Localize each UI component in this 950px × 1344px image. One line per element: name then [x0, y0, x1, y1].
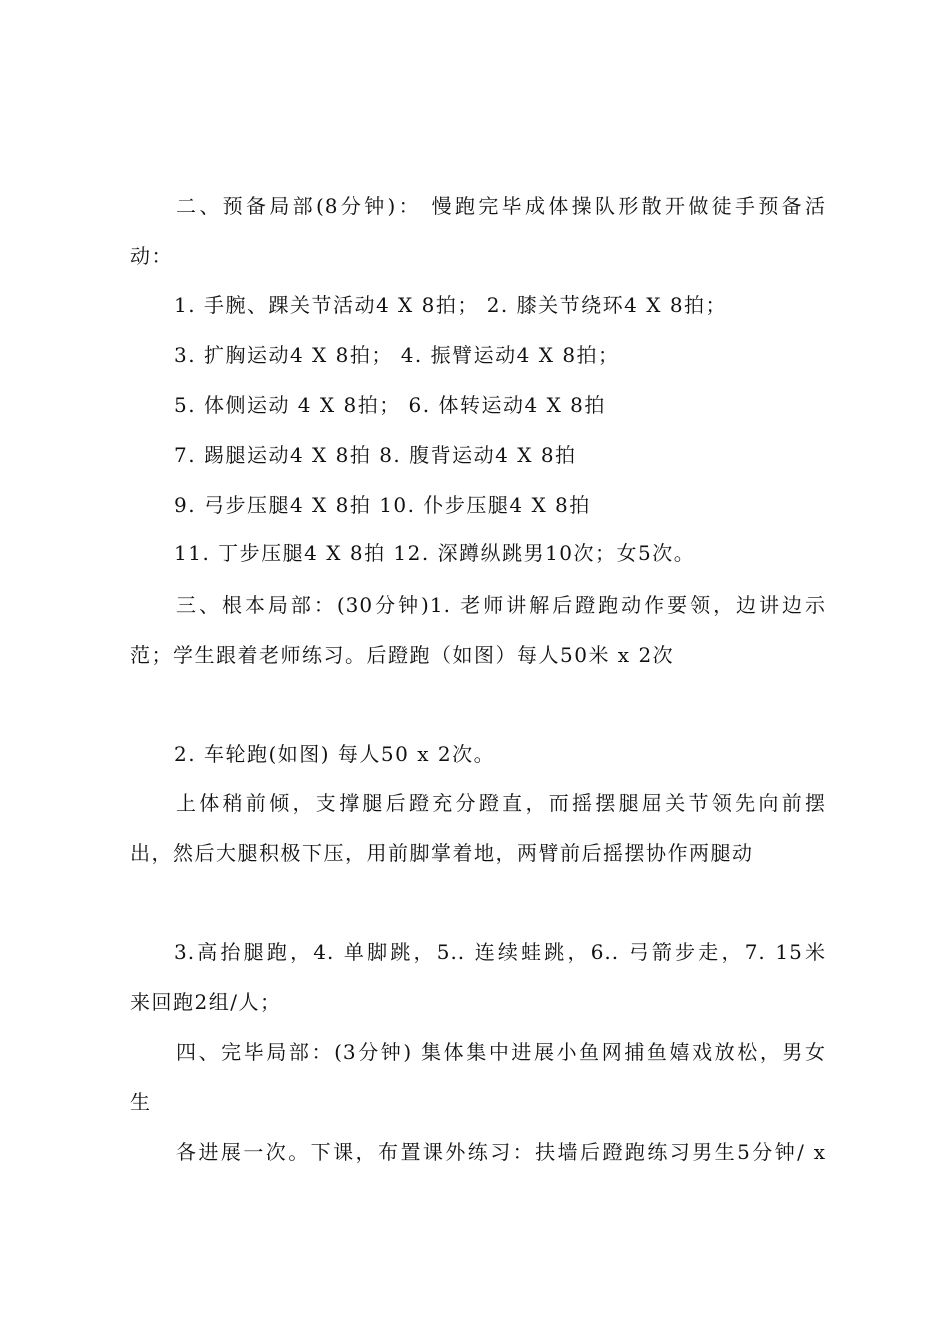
exercise-line-2: 3. 扩胸运动4 X 8拍； 4. 振臂运动4 X 8拍；	[174, 343, 620, 367]
section-3-continuation: 范；学生跟着老师练习。后蹬跑（如图）每人50米 x 2次	[130, 643, 675, 667]
section-4-heading-line: 四、完毕局部：(3分钟) 集体集中进展小鱼网捕鱼嬉戏放松，男女	[176, 1040, 826, 1064]
exercise-line-1: 1. 手腕、踝关节活动4 X 8拍； 2. 膝关节绕环4 X 8拍；	[174, 293, 728, 317]
section-2-heading-line: 二、预备局部(8分钟)： 慢跑完毕成体操队形散开做徒手预备活	[176, 194, 826, 218]
section-3-heading-line: 三、根本局部：(30分钟)1. 老师讲解后蹬跑动作要领，边讲边示	[176, 593, 826, 617]
section-2-heading-continuation: 动：	[130, 244, 173, 268]
exercise-line-6: 11. 丁步压腿4 X 8拍 12. 深蹲纵跳男10次；女5次。	[174, 541, 696, 565]
section-4-continuation: 生	[130, 1090, 152, 1114]
technique-description-line-2: 出，然后大腿积极下压，用前脚掌着地，两臂前后摇摆协作两腿动	[130, 841, 754, 865]
wheel-run-line: 2. 车轮跑(如图) 每人50 x 2次。	[174, 742, 496, 766]
technique-description-line-1: 上体稍前倾，支撑腿后蹬充分蹬直，而摇摆腿屈关节领先向前摆	[176, 791, 826, 815]
drills-line-2: 来回跑2组/人；	[130, 990, 282, 1014]
drills-line-1: 3.高抬腿跑，4. 单脚跳，5.. 连续蛙跳，6.. 弓箭步走，7. 15米	[174, 940, 826, 964]
exercise-line-4: 7. 踢腿运动4 X 8拍 8. 腹背运动4 X 8拍	[174, 443, 577, 467]
homework-line: 各进展一次。下课，布置课外练习：扶墙后蹬跑练习男生5分钟/ x	[176, 1140, 826, 1164]
exercise-line-5: 9. 弓步压腿4 X 8拍 10. 仆步压腿4 X 8拍	[174, 493, 591, 517]
exercise-line-3: 5. 体侧运动 4 X 8拍； 6. 体转运动4 X 8拍	[174, 393, 606, 417]
